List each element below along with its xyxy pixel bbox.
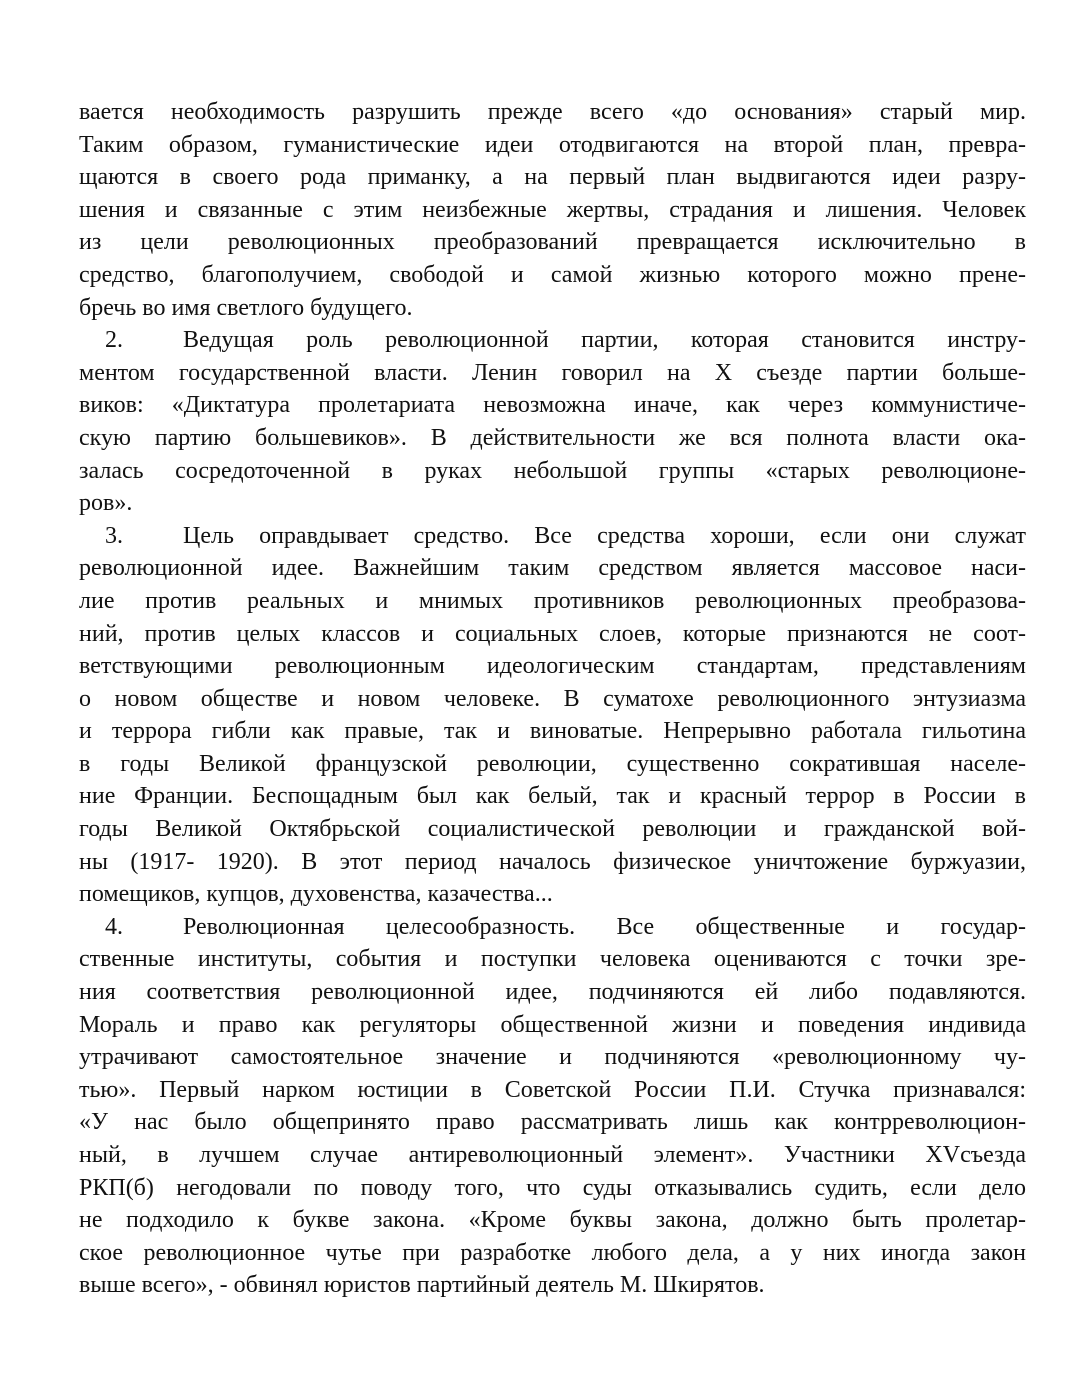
text-line: виков: «Диктатура пролетариата невозможна иначе, как через коммунистиче- bbox=[79, 392, 1026, 419]
list-item-3 bbox=[79, 520, 1026, 911]
text-line: ный, в лучшем случае антиреволюционный элемент». Участники XVсъезда bbox=[79, 1142, 1026, 1168]
list-item-first-line bbox=[79, 324, 1026, 357]
paragraph-intro bbox=[79, 96, 1026, 324]
text-line: Революционная целесообразность. Все общественные и государ- bbox=[183, 913, 1026, 940]
text-line: и террора гибли как правые, так и виноватые. Непрерывно работала гильотина bbox=[79, 718, 1026, 745]
text-line: годы Великой Октябрьской социалистической революции и гражданской вой- bbox=[79, 816, 1026, 843]
text-line: ны (1917- 1920). В этот период началось физическое уничтожение буржуазии, bbox=[79, 848, 1026, 875]
list-item-first-line bbox=[79, 520, 1026, 553]
text-line: ское революционное чутье при разработке любого дела, а у них иногда закон bbox=[79, 1239, 1026, 1266]
text-line: ментом государственной власти. Ленин говорил на X съезде партии больше- bbox=[79, 359, 1026, 386]
list-item-4 bbox=[79, 911, 1026, 1302]
text-line: щаются в своего рода приманку, а на первый план выдвигаются идеи разру- bbox=[79, 164, 1026, 191]
text-line: ния соответствия революционной идее, подчиняются ей либо подавляются. bbox=[79, 979, 1026, 1006]
list-item-number: 4. bbox=[105, 913, 123, 940]
text-line: скую партию большевиков». В действительности же вся полнота власти ока- bbox=[79, 424, 1026, 451]
text-line: вается необходимость разрушить прежде всего «до основания» старый мир. bbox=[79, 99, 1026, 125]
text-line: Мораль и право как регуляторы общественной жизни и поведения индивида bbox=[79, 1011, 1026, 1038]
document-page bbox=[79, 96, 1026, 1302]
text-line: ров». bbox=[79, 490, 133, 517]
text-line: в годы Великой французской революции, существенно сократившая населе- bbox=[79, 750, 1026, 777]
text-line: ний, против целых классов и социальных слоев, которые признаются не соот- bbox=[79, 620, 1026, 647]
text-line: шения и связанные с этим неизбежные жертвы, страдания и лишения. Человек bbox=[79, 196, 1026, 223]
text-line: лие против реальных и мнимых противников революционных преобразова- bbox=[79, 587, 1026, 614]
text-line: тью». Первый нарком юстиции в Советской России П.И. Стучка признавался: bbox=[79, 1076, 1026, 1103]
list-item-number: 3. bbox=[105, 522, 123, 549]
text-line: залась сосредоточенной в руках небольшой группы «старых революционе- bbox=[79, 457, 1026, 484]
list-item-first-line bbox=[79, 911, 1026, 944]
text-line: РКП(б) негодовали по поводу того, что суды отказывались судить, если дело bbox=[79, 1174, 1026, 1201]
text-line: о новом обществе и новом человеке. В суматохе революционного энтузиазма bbox=[79, 685, 1026, 712]
text-line: Таким образом, гуманистические идеи отодвигаются на второй план, превра- bbox=[79, 131, 1026, 158]
text-line: бречь во имя светлого будущего. bbox=[79, 294, 413, 321]
text-line: выше всего», - обвинял юристов партийный деятель М. Шкирятов. bbox=[79, 1272, 765, 1299]
text-line: ветствующими революционным идеологическим стандартам, представлениям bbox=[79, 653, 1026, 680]
text-line: Цель оправдывает средство. Все средства хороши, если они служат bbox=[183, 522, 1026, 549]
text-line: из цели революционных преобразований превращается исключительно в bbox=[79, 229, 1026, 256]
text-line: ние Франции. Беспощадным был как белый, так и красный террор в России в bbox=[79, 783, 1026, 810]
text-line: не подходило к букве закона. «Кроме буквы закона, должно быть пролетар- bbox=[79, 1207, 1026, 1234]
text-line: революционной идее. Важнейшим таким средством является массовое наси- bbox=[79, 555, 1026, 582]
text-line: «У нас было общепринято право рассматривать лишь как контрреволюцион- bbox=[79, 1109, 1026, 1136]
list-item-number: 2. bbox=[105, 327, 123, 354]
list-item-2 bbox=[79, 324, 1026, 520]
text-line: средство, благополучием, свободой и самой жизнью которого можно прене- bbox=[79, 261, 1026, 288]
text-line: ственные институты, события и поступки человека оцениваются с точки зре- bbox=[79, 946, 1026, 973]
text-line: утрачивают самостоятельное значение и подчиняются «революционному чу- bbox=[79, 1044, 1026, 1071]
text-line: помещиков, купцов, духовенства, казачества... bbox=[79, 881, 553, 908]
text-line: Ведущая роль революционной партии, которая становится инстру- bbox=[183, 327, 1026, 354]
